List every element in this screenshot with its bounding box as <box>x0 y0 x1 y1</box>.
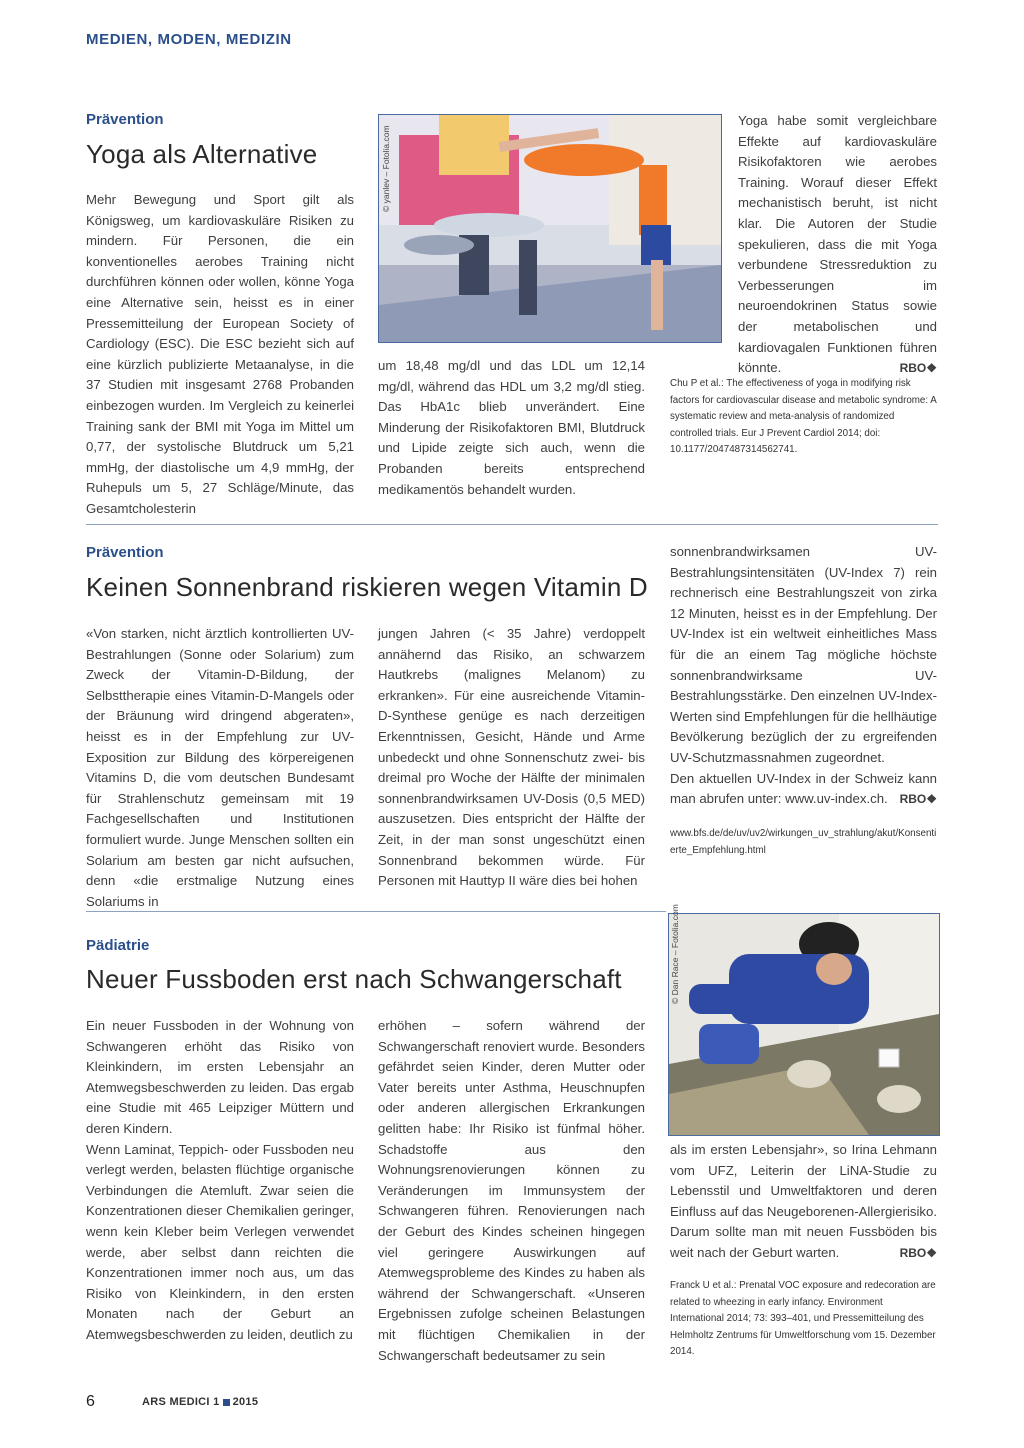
article2-col3 <box>670 542 937 810</box>
article1-reference: Chu P et al.: The effectiveness of yoga in modifying risk factors for cardiovascular disease and metabolic syndrome: A systematic review and meta-analysis of randomized controlled trials. Eur J Prevent Cardiol 2014; doi: 10.1177/2047487314562741. <box>670 378 937 455</box>
article2-reference: www.bfs.de/de/uv/uv2/wirkungen_uv_strahlung/akut/Konsentierte_Empfehlung.html <box>670 828 937 856</box>
article2-col1 <box>86 624 354 912</box>
publication-year: 2015 <box>232 1396 259 1408</box>
section-header: MEDIEN, MODEN, MEDIZIN <box>86 31 292 48</box>
article3-col2-text: erhöhen – sofern während der Schwangerschaft renoviert wurde. Besonders gefährdet seien Kinder, deren Mutter oder Vater bereits unter Asthma, Heuschnupfen oder anderen allergischen Erkrankungen gelitten habe: Ihr Risiko ist fünfmal höher. Schadstoffe aus den Wohnungsrenovierungen können zu Veränderungen im Immunsystem der Schwangeren führen. Renovierungen nach der Geburt des Kindes scheinen hingegen viel geringere Auswirkungen auf Atemwegsprobleme des Kindes zu haben als während der Schwangerschaft. «Unseren Ergebnissen zufolge scheinen Belastungen mit flüchtigen Chemikalien in der Schwangerschaft bedeutsamer zu sein <box>378 1018 645 1363</box>
article3-col3 <box>670 1140 937 1264</box>
article2-signature: RBO❖ <box>899 792 937 807</box>
article3-title: Neuer Fussboden erst nach Schwangerschaft <box>86 964 622 994</box>
article3-reference: Franck U et al.: Prenatal VOC exposure and redecoration are related to wheezing in early infancy. Environment International 2014; 73: 393–401, und Pressemitteilung des Helmholtz Zentrums für Umweltforschung vom 15. Dezember 2014. <box>670 1280 936 1357</box>
article2-col1-text: «Von starken, nicht ärztlich kontrollierten UV-Bestrahlungen (Sonne oder Solarium) zum Zweck der Vitamin-D-Bildung, der Selbsttherapie eines Vitamin-D-Mangels oder der Bräunung wird dringend abgeraten», heisst es in der Empfehlung zur UV-Exposition zur Bildung des körpereigenen Vitamins D, die vom deutschen Bundesamt für Strahlenschutz gemeinsam mit 19 Fachgesellschaften und Institutionen formuliert wurde. Junge Menschen sollten ein Solarium am besten gar nicht aufsuchen, denn «die erstmalige Nutzung eines Solariums in <box>86 626 354 909</box>
publication-name: ARS MEDICI 1 <box>142 1396 220 1408</box>
article1-col3-text: Yoga habe somit vergleichbare Effekte auf kardiovaskuläre Risikofaktoren wie aerobes Training. Worauf dieser Effekt mechanistisch beruht, ist nicht klar. Die Autoren der Studie spekulieren, dass die mit Yoga verbundene Stressreduktion zu Verbesserungen im neuroendokrinen Status sowie der metabolischen und kardiovagalen Funktionen führen könnte. <box>738 113 937 376</box>
article1-signature: RBO❖ <box>899 361 937 376</box>
article3-signature: RBO❖ <box>899 1245 937 1260</box>
divider-2 <box>86 911 666 912</box>
page-number: 6 <box>86 1393 95 1410</box>
article1-col2 <box>378 356 645 500</box>
flooring-photo-illustration <box>669 914 939 1135</box>
article2-title: Keinen Sonnenbrand riskieren wegen Vitamin D <box>86 572 648 602</box>
yoga-photo <box>378 114 722 343</box>
article2-col3a-text: sonnenbrandwirksamen UV-Bestrahlungsintensitäten (UV-Index 7) rein rechnerisch eine Bestrahlungszeit von zirka 12 Minuten, heisst es in der Empfehlung. Der UV-Index ist ein weltweit einheitliches Mass für die an einem Tag mögliche höchste sonnenbrandwirksame UV-Bestrahlungsstärke. Den einzelnen UV-Index-Werten sind Empfehlungen für die hellhäutige Bevölkerung bezüglich der zu ergreifenden UV-Schutzmassnahmen zugeordnet. <box>670 544 937 765</box>
article3-col1 <box>86 1016 354 1346</box>
article3-col2 <box>378 1016 645 1366</box>
article2-col2-text: jungen Jahren (< 35 Jahre) verdoppelt annähernd das Risiko, an schwarzem Hautkrebs (malignes Melanom) zu erkranken». Für eine ausreichende Vitamin-D-Synthese genüge es nach derzeitigen Erkenntnissen, Gesicht, Hände und Arme unbedeckt und ohne Sonnenschutz zwei- bis dreimal pro Woche der Hälfte der minimalen sonnenbrandwirksamen UV-Dosis (0,5 MED) auszusetzen. Dies entspricht der Hälfte der Zeit, in der man sonst ungeschützt einen Sonnenbrand bekommen würde. Für Personen mit Hauttyp II wäre dies bei hohen <box>378 626 645 889</box>
divider-1 <box>86 524 938 525</box>
article3-kicker: Pädiatrie <box>86 937 150 954</box>
flooring-photo <box>668 913 940 1136</box>
article1-col2-text: um 18,48 mg/dl und das LDL um 12,14 mg/dl, während das HDL um 3,2 mg/dl stieg. Das HbA1c blieb unverändert. Eine Minderung der Risikofaktoren BMI, Blutdruck und Lipide zeigte sich auch, wenn die Probanden bereits entsprechend medikamentös behandelt wurden. <box>378 358 645 497</box>
article2-col2 <box>378 624 645 892</box>
article3-col1a-text: Ein neuer Fussboden in der Wohnung von Schwangeren erhöht das Risiko von Kleinkindern, im ersten Lebensjahr an Atemwegsbeschwerden zu leiden. Das ergab eine Studie mit 465 Leipziger Müttern und deren Kindern. <box>86 1018 354 1136</box>
article1-kicker: Prävention <box>86 111 164 128</box>
article1-col3 <box>738 111 937 379</box>
article1-col1-text: Mehr Bewegung und Sport gilt als Königsweg, um kardiovaskuläre Risiken zu mindern. Für Personen, die ein konventionelles aerobes Training nicht durchführen können oder wollen, könne Yoga eine Alternative sein, heisst es in einer Pressemitteilung der European Society of Cardiology (ESC). Die ESC bezieht sich auf eine kürzlich publizierte Metaanalyse, in die 37 Studien mit insgesamt 2768 Probanden einbezogen wurden. Im Vergleich zu keinerlei Training sank der BMI mit Yoga im Mittel um 0,77, der systolische Blutdruck um 5,21 mmHg, der diastolische um 4,9 mmHg, der Ruhepuls um 5, 27 Schläge/Minute, das Gesamtcholesterin <box>86 192 354 516</box>
article1-photo-credit: © yanlev – Fotolia.com <box>381 125 391 212</box>
article1-title: Yoga als Alternative <box>86 139 318 169</box>
article1-col1 <box>86 190 354 520</box>
publication-footer <box>142 1396 258 1408</box>
article3-col1b-text: Wenn Laminat, Teppich- oder Fussboden neu verlegt werden, belasten flüchtige organische Verbindungen die Atemluft. Zwar seien die Konzentrationen dieser Chemikalien geringer, wenn kein Kleber beim Verlegen verwendet werde, aber selbst dann reichten die Konzentrationen immer noch aus, um das Risiko von Kleinkindern, in den ersten Monaten nach der Geburt an Atemwegsbeschwerden zu leiden, deutlich zu <box>86 1141 354 1342</box>
article2-col3b-text: Den aktuellen UV-Index in der Schweiz kann man abrufen unter: www.uv-index.ch. <box>670 770 937 807</box>
yoga-photo-illustration <box>379 115 721 342</box>
square-separator-icon <box>223 1399 230 1406</box>
article3-photo-credit: © Dan Race – Fotolia.com <box>670 904 680 1004</box>
article3-col3-text: als im ersten Lebensjahr», so Irina Lehmann vom UFZ, Leiterin der LiNA-Studie zu Lebensstil und Umweltfaktoren und deren Einfluss auf das Neugeborenen-Allergierisiko. Darum sollte man mit neuen Fussböden bis weit nach der Geburt warten. <box>670 1142 937 1260</box>
article2-kicker: Prävention <box>86 544 164 561</box>
